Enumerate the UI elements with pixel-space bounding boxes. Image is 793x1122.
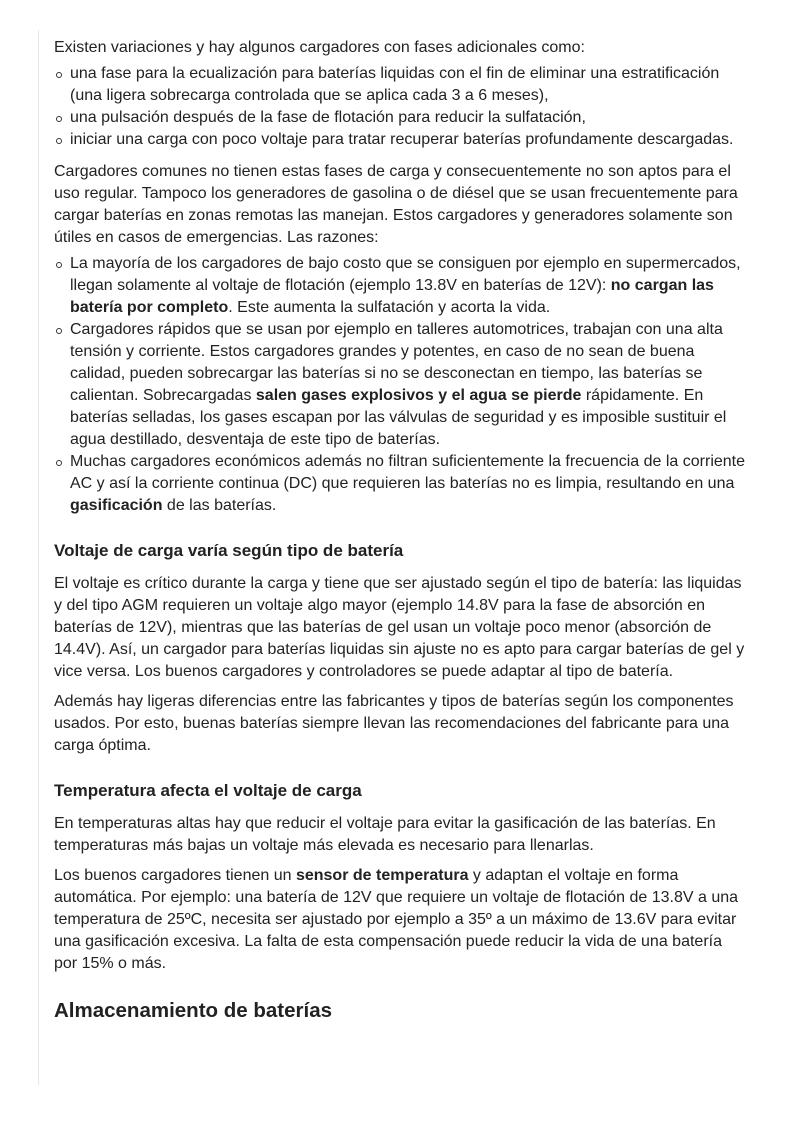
extra-phases-list xyxy=(54,63,746,151)
temperature-paragraph-2: Los buenos cargadores tienen un sensor de temperatura y adaptan el voltaje en forma automática. Por ejemplo: una batería de 12V que requiere un voltaje de flotación de 13.8V a una temperatura de 25ºC, necesita ser ajustado por ejemplo a 35º a un máximo de 13.6V para evitar una gasificación excesiva. La falta de esta compensación puede reducir la vida de una batería por 15% o más. xyxy=(54,867,739,972)
list-item: La mayoría de los cargadores de bajo costo que se consiguen por ejemplo en supermercados, llegan solamente al voltaje de flotación (ejemplo 13.8V en baterías de 12V): no cargan las batería por completo. Este aumenta la sulfatación y acorta la vida. xyxy=(70,253,746,319)
list-item: Muchas cargadores económicos además no filtran suficientemente la frecuencia de la corriente AC y así la corriente continua (DC) que requieren las baterías no es limpia, resultando en una gasificación de las baterías. xyxy=(70,451,746,517)
reasons-list xyxy=(54,253,746,517)
content-left-border xyxy=(38,30,39,1085)
temperature-heading: Temperatura afecta el voltaje de carga xyxy=(54,781,362,800)
temperature-paragraph-1: En temperaturas altas hay que reducir el voltaje para evitar la gasificación de las baterías. En temperaturas más bajas un voltaje más elevada es necesario para llenarlas. xyxy=(54,815,716,854)
voltage-paragraph-2: Además hay ligeras diferencias entre las fabricantes y tipos de baterías según los componentes usados. Por esto, buenas baterías siempre llevan las recomendaciones del fabricante para una carga óptima. xyxy=(54,693,734,754)
intro-paragraph: Existen variaciones y hay algunos cargadores con fases adicionales como: xyxy=(54,39,585,56)
list-item: una fase para la ecualización para baterías liquidas con el fin de eliminar una estratificación (una ligera sobrecarga controlada que se aplica cada 3 a 6 meses), xyxy=(70,63,746,107)
storage-heading: Almacenamiento de baterías xyxy=(54,999,332,1022)
voltage-paragraph-1: El voltaje es crítico durante la carga y tiene que ser ajustado según el tipo de batería: las liquidas y del tipo AGM requieren un voltaje algo mayor (ejemplo 14.8V para la fase de absorción en baterías de 12V), mientras que las baterías de gel usan un voltaje poco menor (absorción de 14.4V). Así, un cargador para baterías liquidas sin ajuste no es apto para cargar baterías de gel y vice versa. Los buenos cargadores y controladores se puede adaptar al tipo de batería. xyxy=(54,575,745,680)
list-item: Cargadores rápidos que se usan por ejemplo en talleres automotrices, trabajan con una alta tensión y corriente. Estos cargadores grandes y potentes, en caso de no sean de buena calidad, pueden sobrecargar las baterías si no se desconectan en tiempo, las baterías se calientan. Sobrecargadas salen gases explosivos y el agua se pierde rápidamente. En baterías selladas, los gases escapan por las válvulas de seguridad y es imposible sustituir el agua destillado, desventaja de este tipo de baterías. xyxy=(70,319,746,451)
list-item: iniciar una carga con poco voltaje para tratar recuperar baterías profundamente descargadas. xyxy=(70,129,746,151)
article-body xyxy=(54,37,746,1025)
voltage-heading: Voltaje de carga varía según tipo de batería xyxy=(54,541,404,560)
list-item: una pulsación después de la fase de flotación para reducir la sulfatación, xyxy=(70,107,746,129)
common-chargers-paragraph: Cargadores comunes no tienen estas fases de carga y consecuentemente no son aptos para el uso regular. Tampoco los generadores de gasolina o de diésel que se usan frecuentemente para cargar baterías en zonas remotas las manejan. Estos cargadores y generadores solamente son útiles en casos de emergencias. Las razones: xyxy=(54,163,738,246)
